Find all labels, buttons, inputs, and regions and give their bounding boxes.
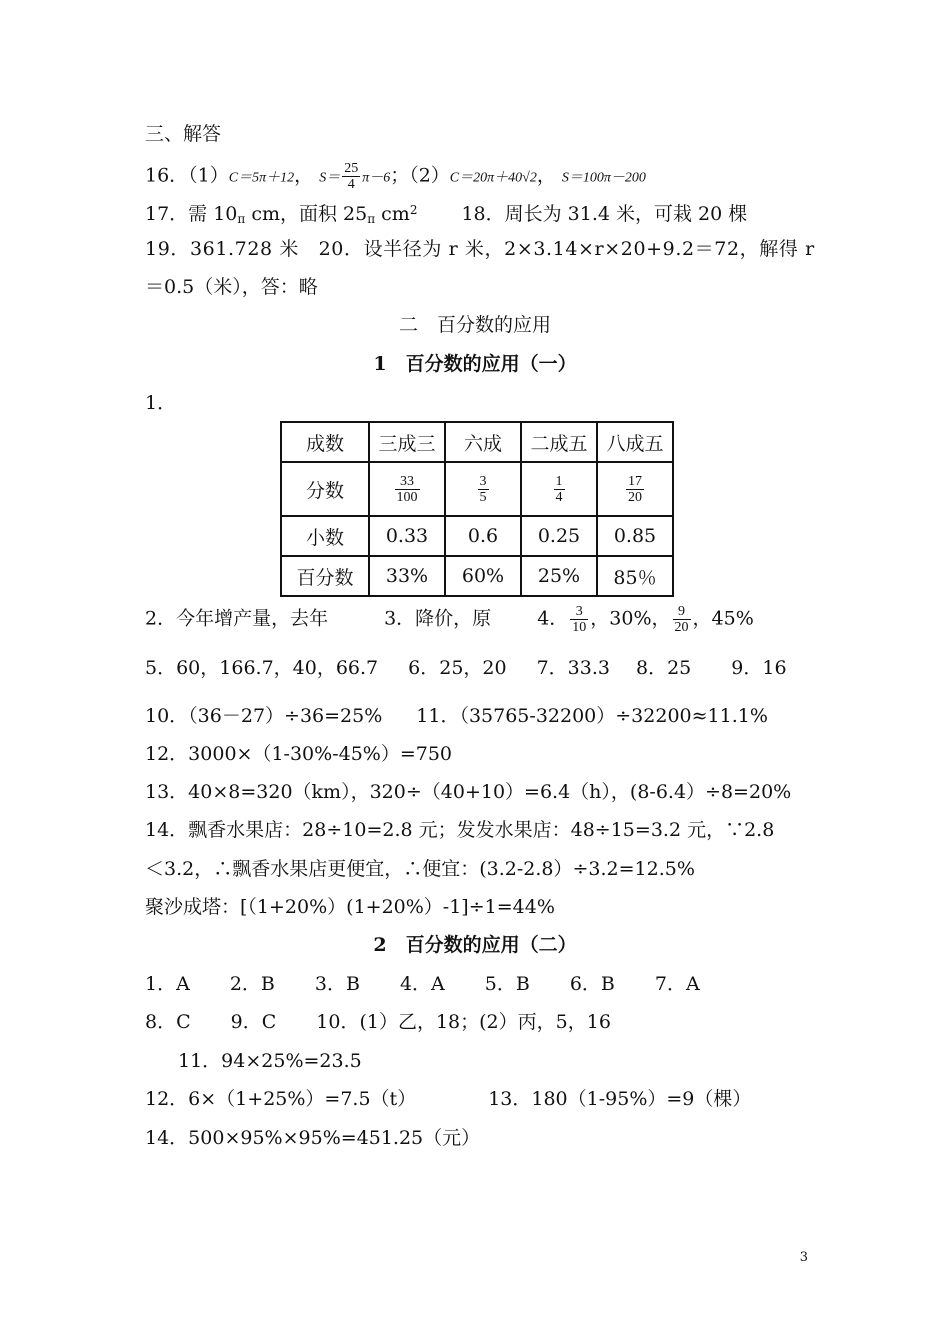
table-cell: 85％ bbox=[597, 556, 673, 596]
q4-mid: ，30%， bbox=[590, 607, 671, 630]
table-cell: 成数 bbox=[281, 422, 369, 462]
chapter-title: 二 百分数的应用 bbox=[398, 314, 551, 336]
table-cell bbox=[597, 462, 673, 516]
frac-den: 5 bbox=[479, 489, 487, 505]
q17-pi2: π bbox=[367, 212, 376, 226]
q16-label: 16．（1） bbox=[145, 164, 229, 187]
q16-s2: S＝100π－200 bbox=[561, 170, 646, 186]
q10: 10．（36－27）÷36=25% bbox=[145, 705, 383, 727]
table-cell bbox=[445, 462, 521, 516]
q13-b: 13．180（1-95%）=9（棵） bbox=[488, 1088, 752, 1110]
mc6: 6．B bbox=[569, 973, 615, 995]
table-cell: 0.85 bbox=[597, 516, 673, 556]
conversion-table bbox=[280, 421, 674, 597]
q17-sq: 2 bbox=[409, 203, 418, 217]
q17-c: cm bbox=[375, 203, 410, 225]
q3: 3．降价，原 bbox=[384, 607, 492, 630]
answer-13: 13．40×8=320（km），320÷（40+10）=6.4（h），(8-6.4）÷8=20% bbox=[145, 781, 792, 803]
q4-frac2 bbox=[673, 604, 691, 635]
answers-8-10 bbox=[145, 1010, 611, 1034]
table-cell: 0.25 bbox=[521, 516, 597, 556]
answer-19-20: 19．361.728 米 20．设半径为 r 米，2×3.14×r×20+9.2＝72，解得 r bbox=[145, 238, 815, 260]
table-cell: 三成三 bbox=[369, 422, 445, 462]
answer-14: 14．飘香水果店：28÷10=2.8 元；发发水果店：48÷15=3.2 元，∵2.8 bbox=[145, 819, 775, 841]
table-cell: 25% bbox=[521, 556, 597, 596]
q17-pi1: π bbox=[237, 212, 246, 226]
table-cell: 八成五 bbox=[597, 422, 673, 462]
q16-s1-post: π－6 bbox=[362, 170, 391, 186]
frac-num: 9 bbox=[673, 604, 691, 620]
q6: 6．25，20 bbox=[408, 657, 507, 679]
frac-num: 33 bbox=[395, 474, 420, 490]
answers-2-4 bbox=[145, 604, 754, 635]
q16-sep1: ， bbox=[294, 164, 314, 187]
answer-17-18 bbox=[145, 198, 747, 231]
q16-s1-den: 4 bbox=[347, 177, 355, 192]
mc1: 1．A bbox=[145, 973, 190, 995]
table-cell: 百分数 bbox=[281, 556, 369, 596]
table-row-decimal bbox=[281, 516, 673, 556]
mc8: 8．C bbox=[145, 1011, 191, 1033]
frac-den: 10 bbox=[572, 620, 587, 635]
bonus-answer: 聚沙成塔：[（1+20%）(1+20%）-1]÷1=44% bbox=[145, 896, 555, 918]
q4-frac1 bbox=[570, 604, 588, 635]
answer-12: 12．3000×（1-30%-45%）=750 bbox=[145, 743, 453, 765]
q16-sep2: ， bbox=[536, 164, 556, 187]
mc4: 4．A bbox=[399, 973, 445, 995]
q10-b: 10．(1）乙，18；(2）丙，5，16 bbox=[316, 1011, 611, 1033]
table-cell: 33% bbox=[369, 556, 445, 596]
mc7: 7．A bbox=[654, 973, 700, 995]
table-cell: 0.33 bbox=[369, 516, 445, 556]
q16-s1-num: 25 bbox=[344, 161, 359, 176]
frac-num: 3 bbox=[479, 473, 487, 489]
q12-b: 12．6×（1+25%）=7.5（t） bbox=[145, 1088, 417, 1110]
q16-s1-fraction bbox=[342, 161, 360, 192]
answers-12-13 bbox=[145, 1087, 751, 1111]
item-1-label: 1． bbox=[145, 392, 177, 414]
answer-14-cont: ＜3.2，∴飘香水果店更便宜，∴便宜：(3.2-2.8）÷3.2=12.5% bbox=[145, 858, 695, 880]
q18: 18．周长为 31.4 米，可栽 20 棵 bbox=[461, 203, 748, 225]
q2: 2．今年增产量，去年 bbox=[145, 607, 329, 630]
q8: 8．25 bbox=[636, 657, 692, 679]
q7: 7．33.3 bbox=[536, 657, 610, 679]
frac-num: 17 bbox=[628, 473, 642, 489]
answer-20-cont: ＝0.5（米），答：略 bbox=[145, 276, 318, 298]
answers-10-11 bbox=[145, 704, 768, 728]
table-row-percent bbox=[281, 556, 673, 596]
q17-b: cm，面积 25 bbox=[245, 203, 368, 225]
table-cell: 0.6 bbox=[445, 516, 521, 556]
frac-den: 4 bbox=[555, 489, 563, 505]
table-cell: 分数 bbox=[281, 462, 369, 516]
page-number: 3 bbox=[799, 1250, 808, 1265]
table-cell: 小数 bbox=[281, 516, 369, 556]
table-row-fraction bbox=[281, 462, 673, 516]
table-cell: 二成五 bbox=[521, 422, 597, 462]
section-2-title: 2 百分数的应用（二） bbox=[373, 934, 577, 956]
mc9: 9．C bbox=[230, 1011, 277, 1033]
frac-num: 3 bbox=[570, 604, 588, 620]
table-cell bbox=[521, 462, 597, 516]
frac-den: 20 bbox=[674, 620, 689, 635]
q16-c2: C＝20π＋40√2 bbox=[449, 170, 537, 186]
q16-c1: C＝5π＋12 bbox=[228, 170, 295, 186]
answer-16 bbox=[145, 161, 646, 192]
table-cell: 60% bbox=[445, 556, 521, 596]
frac-num: 1 bbox=[555, 473, 563, 489]
mc-answers-1-7 bbox=[145, 972, 700, 996]
mc2: 2．B bbox=[229, 973, 275, 995]
section-1-title: 1 百分数的应用（一） bbox=[373, 353, 577, 375]
q5: 5．60，166.7，40，66.7 bbox=[145, 657, 379, 679]
frac-den: 100 bbox=[396, 489, 418, 505]
q9: 9．16 bbox=[731, 657, 787, 679]
q4: 4． bbox=[537, 607, 569, 630]
answers-5-9 bbox=[145, 656, 787, 680]
answer-14-b: 14．500×95%×95%=451.25（元） bbox=[145, 1127, 481, 1149]
q16-s1-pre: S＝ bbox=[319, 170, 341, 186]
table-cell: 六成 bbox=[445, 422, 521, 462]
frac-den: 20 bbox=[628, 489, 642, 505]
table-cell bbox=[369, 462, 445, 516]
answer-11: 11．94×25%=23.5 bbox=[178, 1050, 362, 1072]
section-title: 三、解答 bbox=[145, 123, 222, 145]
mc3: 3．B bbox=[314, 973, 360, 995]
q4-end: ，45% bbox=[692, 607, 754, 630]
q17-a: 17．需 10 bbox=[145, 203, 238, 225]
q16-mid: ；（2） bbox=[390, 164, 450, 187]
q11: 11．（35765-32200）÷32200≈11.1% bbox=[416, 705, 768, 727]
table-row-header bbox=[281, 422, 673, 462]
mc5: 5．B bbox=[484, 973, 530, 995]
